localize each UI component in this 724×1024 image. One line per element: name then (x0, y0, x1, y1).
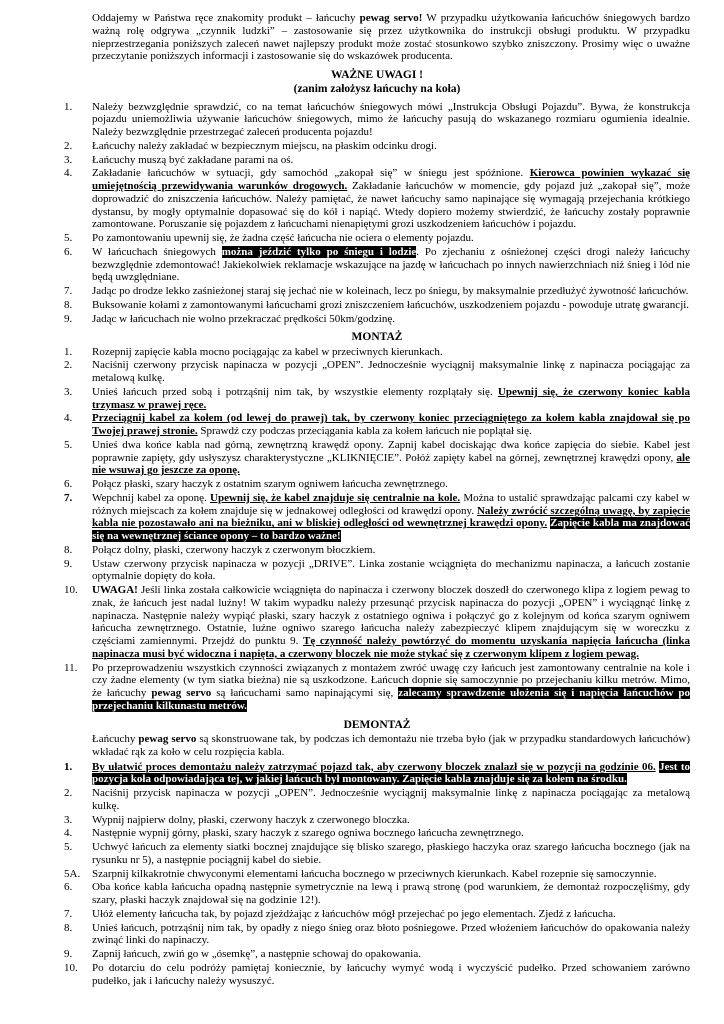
text-segment: By ułatwić proces demontażu należy zatrzymać pojazd tak, aby czerwony bloczek znalazł się w pozycji na godzinie 06. (92, 760, 656, 773)
text-segment: Ustaw czerwony przycisk napinacza w pozycji „DRIVE”. Linka zostanie wciągnięta do mechanizmu napinacza, a łańcuch zostanie optymalnie dopięty do koła. (92, 557, 690, 583)
list-item (64, 313, 690, 326)
list-item (64, 386, 690, 412)
list-item (64, 908, 690, 921)
item-text (92, 558, 690, 584)
item-number: 7. (64, 907, 73, 920)
item-text (92, 544, 690, 557)
text-segment: Zakładanie łańcuchów w sytuacji, gdy samochód „zakopał się” w śniegu jest spóźnione. (92, 167, 530, 180)
list-item (64, 478, 690, 491)
list-item (64, 412, 690, 438)
item-number: 3. (64, 153, 73, 166)
text-segment: są skonstruowane tak, by podczas ich demontażu nie trzeba było (jak w przypadku standardowych łańcuchów) wkładać rąk za koło w celu rozpięcia kabla. (92, 733, 691, 758)
list-item (64, 662, 690, 713)
item-number: 10. (64, 584, 78, 597)
item-number: 6. (64, 245, 73, 258)
item-text (92, 313, 690, 326)
item-text (92, 246, 690, 284)
text-segment: Następnie wypnij górny, płaski, szary haczyk z szarego ogniwa bocznego łańcucha zewnętrznego. (92, 827, 524, 840)
text-segment: Łańcuchy (92, 733, 139, 746)
item-text (92, 584, 690, 661)
list-item (64, 232, 690, 245)
item-text (92, 841, 690, 867)
text-segment: Jadąc w łańcuchach nie wolno przekraczać prędkości 50km/godzinę. (92, 312, 395, 325)
item-text (92, 492, 690, 543)
item-number: 7. (64, 491, 73, 504)
item-text (92, 787, 690, 813)
item-number: 4. (64, 827, 73, 840)
text-segment: Sprawdź czy podczas przeciągania kabla za kołem łańcuch nie poplątał się. (197, 425, 532, 438)
text-segment: Zapnij łańcuch, zwiń go w „ósemkę”, a następnie schowaj do opakowania. (92, 948, 421, 961)
text-segment: Łańcuchy należy zakładać w bezpiecznym miejscu, na płaskim odcinku drogi. (92, 139, 437, 152)
text-segment: zalecamy sprawdzenie ułożenia się i napięcia łańcuchów po przejechaniu kilkunastu metrów. (92, 687, 691, 712)
text-segment: Jest to pozycja koła odpowiadająca tej, w jakiej łańcuch był montowany. Zapięcie kabla znajduje się za kołem na środku. (92, 760, 691, 786)
text-segment: Unieś dwa końce kabla nad górną, zewnętrzną krawędź opony. Zapnij kabel dociskając dwa końce zapięcia do siebie. Kabel jest poprawnie zapięty, gdy usłyszysz charakterystyczne „KLIKNIĘCIE”. Połóż zapięty kabel na górnej, zewnętrznej krawędzi opony, (92, 438, 690, 464)
list-item (64, 922, 690, 948)
list-item (64, 584, 690, 661)
item-text (92, 359, 690, 385)
item-text (92, 346, 690, 359)
item-text (92, 478, 690, 491)
text-segment: Wypnij najpierw dolny, płaski, czerwony haczyk z czerwonego bloczka. (92, 813, 410, 826)
text-segment: Szarpnij kilkakrotnie chwyconymi elementami łańcucha bocznego w przeciwnych kierunkach. Kabel rozepnie się samoczynnie. (92, 867, 657, 880)
list-item (64, 285, 690, 298)
text-segment: Upewnij się, że czerwony koniec kabla trzymasz w prawej ręce. (92, 385, 690, 411)
list-item (64, 346, 690, 359)
item-text (92, 167, 690, 231)
item-number: 9. (64, 557, 73, 570)
list-item (64, 544, 690, 557)
list-item (64, 140, 690, 153)
section-demontaz (64, 719, 690, 988)
text-segment: Naciśnij przycisk napinacza w pozycji „OPEN”. Jednocześnie wyciągnij maksymalnie linkę z napinacza pociągając za metalową kulkę. (92, 787, 690, 812)
text-segment: Połącz dolny, płaski, czerwony haczyk z czerwonym błoczkiem. (92, 543, 376, 556)
text-segment: Buksowanie kołami z zamontowanymi łańcuchami grozi zniszczeniem łańcuchów, uszkodzeniem pojazdu - powoduje utratę gwarancji. (92, 298, 690, 311)
section-title: WAŻNE UWAGI ! (330, 69, 423, 81)
item-text (92, 285, 690, 298)
item-text (92, 412, 690, 438)
item-number: 4. (64, 167, 73, 180)
section-title: DEMONTAŻ (343, 718, 411, 731)
item-text (92, 948, 690, 961)
section-subtitle: (zanim założysz łańcuchy na koła) (293, 83, 461, 96)
item-text (92, 881, 690, 907)
item-number: 1. (64, 100, 73, 113)
list-item (64, 948, 690, 961)
text-segment: można jeździć tylko po śniegu i lodzie (221, 245, 417, 258)
item-number: 3. (64, 385, 73, 398)
item-number: 1. (64, 345, 73, 358)
list-item (64, 439, 690, 477)
list-item (64, 167, 690, 231)
item-number: 6. (64, 478, 73, 491)
text-segment: Po zamontowaniu upewnij się, że żadna część łańcucha nie ociera o elementy pojazdu. (92, 232, 474, 245)
list-item (64, 761, 690, 787)
list-item (64, 841, 690, 867)
item-number: 2. (64, 787, 73, 800)
list-item (64, 359, 690, 385)
item-number: 2. (64, 139, 73, 152)
item-number: 4. (64, 412, 73, 425)
list-item (64, 101, 690, 139)
item-text (92, 232, 690, 245)
list-item (64, 246, 690, 284)
text-segment: są łańcuchami samo napinającymi się, (211, 687, 399, 700)
text-segment: Upewnij się, że kabel znajduje się centralnie na kole. (210, 491, 461, 504)
list-item (64, 814, 690, 827)
text-segment: Zapięcie kabla ma znajdować się na wewnętrznej ściance opony – to bardzo ważne! (92, 517, 691, 543)
text-segment: Oddajemy w Państwa ręce znakomity produkt – łańcuchy (92, 12, 360, 24)
text-segment: . Po zjechaniu z ośnieżonej części drogi należy łańcuchy bezwzględnie zdemontować! Jakiekolwiek reklamacje wskazujące na jazdę w łańcuchach po innych nawierzchniach niż śnieg i lód nie będą uwzględniane. (92, 245, 690, 284)
item-number: 7. (64, 285, 73, 298)
text-segment: Należy zwrócić szczególną uwagę, by zapięcie kabla nie pozostawało ani na bieżniku, ani w bliskiej odległości od wewnętrznej krawędzi opony. (92, 504, 690, 530)
item-number: 2. (64, 359, 73, 372)
list-item (64, 827, 690, 840)
item-number: 6. (64, 881, 73, 894)
item-number: 5. (64, 438, 73, 451)
text-segment: Uchwyć łańcuch za elementy siatki bocznej znajdujące się blisko szarego, płaskiego haczyka oraz szarego łańcucha bocznego (jak na rysunku nr 5), a następnie pociągnij kabel do siebie. (92, 841, 690, 866)
text-segment: Jadąc po drodze lekko zaśnieżonej staraj się jechać nie w koleinach, lecz po śniegu, by maksymalnie przedłużyć żywotność łańcuchów. (92, 285, 689, 298)
item-text (92, 814, 690, 827)
item-number: 5. (64, 841, 73, 854)
item-number: 5. (64, 232, 73, 245)
item-text (92, 662, 690, 713)
item-number: 9. (64, 948, 73, 961)
text-segment: Ułóż elementy łańcucha tak, by pojazd zjeżdżając z łańcuchów mógł przejechać po jego elementach. Zjedź z łańcucha. (92, 907, 616, 920)
text-segment: Unieś łańcuch przed sobą i potrząśnij nim tak, by wszystkie elementy rozplątały się. (92, 385, 498, 398)
text-segment: pewag servo (151, 687, 212, 700)
item-text (92, 386, 690, 412)
text-segment: Naciśnij czerwony przycisk napinacza w pozycji „OPEN”. Jednocześnie wyciągnij maksymalnie linkę z napinacza pociągając za metalową kulkę. (92, 359, 690, 385)
item-text (92, 922, 690, 948)
text-segment: Oba końce kabla łańcucha opadną następnie symetrycznie na lewą i prawą stronę (pod warunkiem, że demontaż rozpoczęliśmy, gdy szary, płaski haczyk znajdował się na godzinie 12!). (92, 881, 690, 907)
text-segment: W przypadku użytkowania łańcuchów śniegowych bardzo ważną rolę odgrywa „czynnik ludzki” – zastosowanie się przez użytkownika do instrukcji obsługi produktu. W przypadku nieprzestrzegania poniższych zaleceń nawet najlepszy produkt może zostać stosunkowo szybko zniszczony. Prosimy więc o uważne przeczytanie poniższych informacji i zastosowanie się do wskazówek producenta. (92, 12, 691, 63)
text-segment: Unieś łańcuch, potrząśnij nim tak, by opadły z niego śnieg oraz błoto pośniegowe. Przed włożeniem łańcuchów do opakowania należy zwinąć linki do napinaczy. (92, 921, 690, 947)
list-item (64, 299, 690, 312)
item-text (92, 101, 690, 139)
text-segment: Łańcuchy muszą być zakładane parami na oś. (92, 153, 294, 166)
item-number: 10. (64, 961, 78, 974)
item-text (92, 140, 690, 153)
text-segment: Jeśli linka została całkowicie wciągnięta do napinacza i czerwony bloczek doszedł do czerwonego klipa z logiem pewag to znak, że łańcuch jest nadal luźny! W takim wypadku należy przesunąć przycisk napinacza do pozycji „OPEN” i wyciągnąć linkę z napinacza. Następnie należy wypiąć płaski, szary haczyk z ostatniego ogniwa i połączyć go z kolejnym od końca szarym ogniwem łańcucha zewnętrznego. Ostatnie, luźne ogniwo szarego łańcucha należy zabezpieczyć klipem znajdującym się w woreczku z częściami zamiennymi. Przejdź do punktu 9. (92, 584, 690, 648)
text-segment: Połącz płaski, szary haczyk z ostatnim szarym ogniwem łańcucha zewnętrznego. (92, 478, 448, 491)
item-number: 8. (64, 298, 73, 311)
text-segment: Wepchnij kabel za oponę. (92, 491, 211, 504)
text-segment: Zakładanie łańcuchów w momencie, gdy pojazd już „zakopał się”, może doprowadzić do zniszczenia łańcuchów. Należy pamiętać, że nawet łańcuchy samo napinające się wymagają przejechania krótkiego dystansu, by mogły optymalnie dopasować się do kół i napiąć. Wtedy dopiero możemy stwierdzić, że łańcuchy zostały poprawnie zamontowane. Poruszanie się pojazdem z łańcuchami nienapiętymi grozi uszkodzeniem łańcuchów i pojazdu. (92, 180, 690, 231)
list-item (64, 154, 690, 167)
text-segment: UWAGA! (92, 584, 138, 597)
text-segment: W łańcuchach śniegowych (92, 245, 222, 258)
section-wazne-uwagi (64, 69, 690, 325)
text-segment: pewag servo! (359, 12, 423, 24)
item-number: 8. (64, 921, 73, 934)
item-number: 1. (64, 760, 73, 773)
item-text (92, 868, 690, 881)
text-segment: Po dotarciu do celu podróży pamiętaj koniecznie, by łańcuchy wymyć wodą i wyczyścić pudełko. Przed schowaniem zarówno pudełko, jak i łańcuchy należy wysuszyć. (92, 961, 690, 987)
item-number: 9. (64, 312, 73, 325)
item-text (92, 154, 690, 167)
item-text (92, 299, 690, 312)
text-segment: Po przeprowadzeniu wszystkich czynności związanych z montażem zwróć uwagę czy łańcuch jest zamontowany centralnie na kole i czy żadne elementy (w tym siatka bieżna) nie są uszkodzone. Łańcuch dopnie się samoczynnie po przejechaniu kilku metrów. Mimo, że łańcuchy (92, 661, 690, 700)
item-text (92, 827, 690, 840)
text-segment: Rozepnij zapięcie kabla mocno pociągając za kabel w przeciwnych kierunkach. (92, 345, 443, 358)
item-text (92, 761, 690, 787)
item-number: 3. (64, 813, 73, 826)
section-title: MONTAŻ (351, 331, 403, 344)
item-number: 8. (64, 543, 73, 556)
list-item (64, 868, 690, 881)
list-item (64, 881, 690, 907)
list-item (64, 787, 690, 813)
section-montaz (64, 331, 690, 712)
document-body (64, 12, 690, 987)
item-text (92, 908, 690, 921)
list-item (64, 962, 690, 988)
text-segment: Można to ustalić sprawdzając palcami czy kabel w różnych miejscach za kołem znajduje się w jednakowej odległości od krawędzi opony. (92, 491, 690, 517)
item-number: 11. (64, 661, 78, 674)
text-segment: pewag servo (138, 733, 197, 746)
text-segment: Przeciągnij kabel za kołem (od lewej do prawej) tak, by czerwony koniec przeciągniętego za kołem kabla znajdował się po Twojej prawej stronie. (92, 412, 690, 438)
section-intro (92, 733, 690, 759)
text-segment: Tę czynność należy powtórzyć do momentu uzyskania napięcia łańcucha (linka napinacza musi być widoczna i napięta, a czerwony bloczek nie może stykać się z czerwonym klipem z logiem pewag. (92, 635, 690, 660)
intro-paragraph (92, 12, 690, 63)
list-item (64, 558, 690, 584)
item-number: 5A. (64, 867, 81, 880)
item-text (92, 962, 690, 988)
text-segment: ale nie wsuwaj go jeszcze za oponę. (92, 451, 690, 477)
list-item (64, 492, 690, 543)
item-text (92, 439, 690, 477)
text-segment: Kierowca powinien wykazać się umiejętnością przewidywania warunków drogowych. (92, 167, 691, 193)
text-segment: Należy bezwzględnie sprawdzić, co na temat łańcuchów śniegowych mówi „Instrukcja Obsługi Pojazdu”. Bywa, że konstrukcja pojazdu uniemożliwia używanie łańcuchów śniegowych, mimo że łańcuchy pasują do wskazanego rozmiaru ogumienia idealnie. Należy bezwzględnie przestrzegać zaleceń producenta pojazdu! (92, 100, 690, 139)
